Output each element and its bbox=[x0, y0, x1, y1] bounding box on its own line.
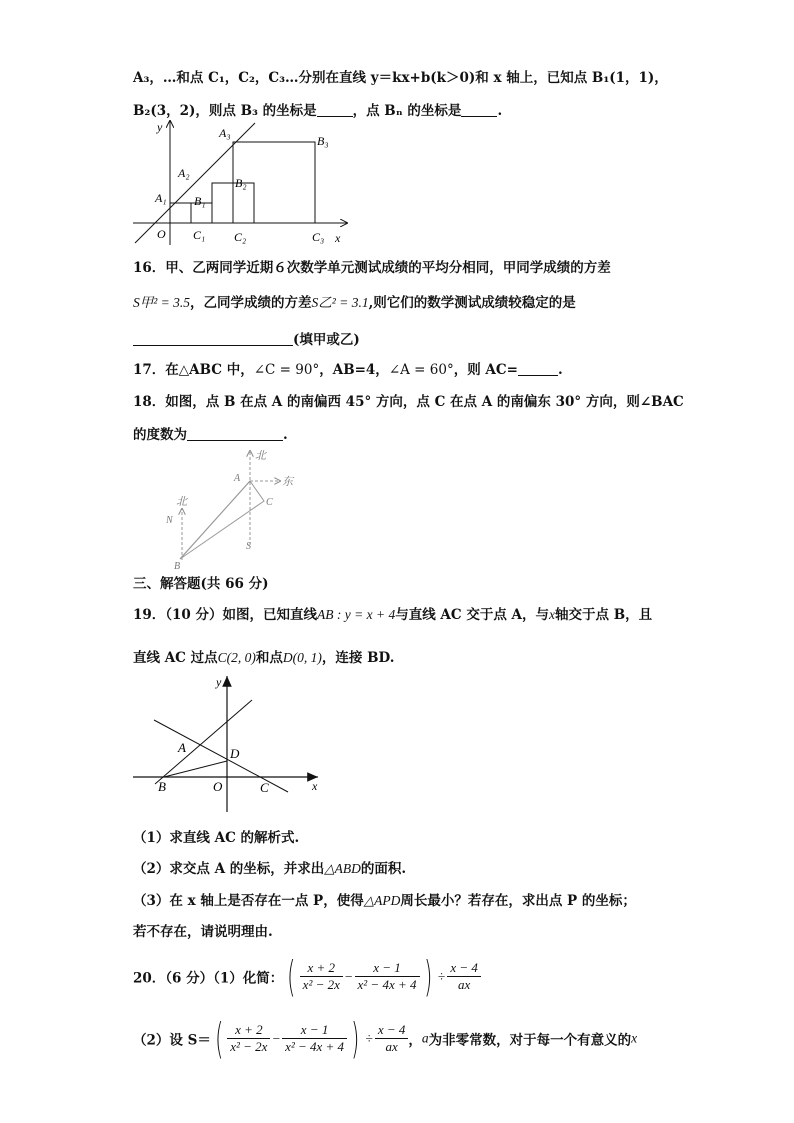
q19-point-c: C(2, 0) bbox=[217, 650, 256, 665]
q18-line2 bbox=[133, 423, 288, 443]
q20-label: （2）设 S＝ bbox=[133, 1032, 211, 1049]
frac-den: ax bbox=[385, 1039, 398, 1054]
fraction-1 bbox=[227, 1022, 270, 1055]
frac-num: x − 4 bbox=[375, 1022, 409, 1039]
q19-line1 bbox=[133, 603, 652, 623]
q19-point-d: D(0, 1) bbox=[282, 650, 322, 665]
q16-text: ，乙同学成绩的方差 bbox=[190, 295, 312, 311]
q15-line2-a: B₂(3，2)，则点 B₃ 的坐标是 bbox=[133, 103, 317, 119]
frac-num: x − 1 bbox=[282, 1022, 347, 1039]
q15-line2-b: ，点 Bₙ 的坐标是 bbox=[352, 103, 462, 119]
op-divide: ÷ bbox=[437, 968, 446, 984]
fig-label: C bbox=[266, 497, 273, 508]
q16-line1: 16．甲、乙两同学近期６次数学单元测试成绩的平均分相同，甲同学成绩的方差 bbox=[133, 260, 611, 276]
q19-text: 19．（10 分）如图，已知直线 bbox=[133, 607, 318, 623]
q17-angle-c: ∠C = 90° bbox=[253, 362, 320, 378]
q20-label: 20．（6 分）（1）化简： bbox=[133, 970, 284, 987]
q17-text: . bbox=[557, 362, 563, 378]
q19-line-ab: AB : y = x + 4 bbox=[317, 607, 396, 622]
q15-line2-c: . bbox=[497, 103, 503, 119]
q16-line2 bbox=[133, 291, 576, 311]
fig-label: C₂ bbox=[234, 230, 247, 244]
fig-label: x bbox=[335, 231, 341, 245]
q19-sub1: （1）求直线 AC 的解析式. bbox=[133, 830, 300, 846]
frac-num: x − 4 bbox=[447, 960, 481, 977]
answer-blank bbox=[518, 361, 558, 376]
line-ab bbox=[155, 700, 252, 784]
q17-text: ，则 AC= bbox=[453, 362, 518, 378]
q16-suffix: (填甲或乙) bbox=[293, 332, 360, 348]
segment-bd bbox=[164, 761, 227, 777]
fig-label: A bbox=[234, 473, 241, 484]
fig-label: x bbox=[312, 779, 318, 793]
q19-figure bbox=[130, 672, 330, 817]
fig-label: y bbox=[157, 120, 163, 134]
q19-x: x bbox=[549, 607, 556, 622]
q19-text: （2）求交点 A 的坐标，并求出 bbox=[133, 861, 325, 877]
triangle-apd: △APD bbox=[363, 893, 401, 908]
fig-label: B bbox=[174, 561, 181, 572]
frac-den: x² − 2x bbox=[230, 1039, 268, 1054]
q17-text: ，AB=4， bbox=[319, 362, 389, 378]
q19-sub3 bbox=[133, 889, 636, 909]
q19-text: （3）在 x 轴上是否存在一点 P，使得 bbox=[133, 893, 364, 909]
fig-label: O bbox=[157, 227, 166, 241]
fraction-2 bbox=[282, 1022, 347, 1055]
frac-den: x² − 2x bbox=[302, 977, 340, 992]
fig-label: D bbox=[230, 746, 240, 761]
q19-sub2 bbox=[133, 857, 406, 877]
frac-den: x² − 4x + 4 bbox=[357, 977, 417, 992]
fig-label: B₃ bbox=[317, 134, 329, 148]
q18-text: 的度数为 bbox=[133, 427, 187, 443]
fig-label: C₃ bbox=[312, 230, 325, 244]
fig-label: B bbox=[158, 779, 166, 794]
q20-part1: 20．（6 分）（1）化简：( $\frac{x + 2}{\text{x² − 2x}}$ − $\frac{x - 1}{\text{x² − 4x + 4}}$ ) ÷ $\frac{x - 4}{ax}$ bbox=[133, 952, 481, 1001]
q15-line1: A₃，…和点 C₁，C₂，C₃…分别在直线 y＝kx+b(k＞0)和 x 轴上，已知点 B₁(1，1)， bbox=[133, 70, 668, 86]
variance-jia: S甲² = 3.5 bbox=[133, 295, 191, 310]
fraction-2 bbox=[355, 960, 420, 993]
q19-text: 轴交于点 B，且 bbox=[555, 607, 653, 623]
frac-num: x + 2 bbox=[227, 1022, 270, 1039]
q17-angle-a: ∠A = 60° bbox=[388, 362, 454, 378]
fig-label: 东 bbox=[282, 476, 293, 488]
variance-yi: S乙² = 3.1 bbox=[311, 295, 369, 310]
fig-label: A₁ bbox=[155, 191, 167, 205]
op-minus: − bbox=[272, 1030, 281, 1046]
fig-label: 北 bbox=[255, 450, 266, 462]
frac-num: x + 2 bbox=[300, 960, 343, 977]
fig-label: C₁ bbox=[193, 228, 206, 242]
fig-label: S bbox=[246, 541, 251, 552]
fraction-3 bbox=[375, 1022, 409, 1055]
answer-blank bbox=[133, 331, 293, 346]
section-heading: 三、解答题(共 66 分) bbox=[133, 576, 269, 592]
q20-x: x bbox=[631, 1030, 638, 1046]
q17-line bbox=[133, 358, 563, 378]
q20-text: 为非零常数，对于每一个有意义的 bbox=[428, 1032, 632, 1049]
q19-text: 的面积. bbox=[360, 861, 407, 877]
fig-label: A bbox=[178, 740, 186, 755]
q19-text: 和点 bbox=[255, 650, 283, 666]
q19-text: ，连接 BD. bbox=[321, 650, 395, 666]
q18-text: . bbox=[283, 427, 288, 443]
q18-line1: 18．如图，点 B 在点 A 的南偏西 45° 方向，点 C 在点 A 的南偏东 30° 方向，则∠BAC bbox=[133, 394, 684, 410]
q16-line3 bbox=[133, 328, 360, 348]
fig-label: O bbox=[213, 779, 223, 794]
fig-label: 北 bbox=[176, 496, 187, 508]
fig-label: A₂ bbox=[178, 166, 190, 180]
frac-den: ax bbox=[457, 977, 471, 992]
q19-text: 直线 AC 过点 bbox=[133, 650, 218, 666]
q19-text: 与直线 AC 交于点 A，与 bbox=[395, 607, 550, 623]
fig-label: B₁ bbox=[194, 194, 206, 208]
fraction-3 bbox=[447, 960, 481, 993]
frac-num: x − 1 bbox=[355, 960, 420, 977]
triangle-abd: △ABD bbox=[324, 861, 361, 876]
fig-label: C bbox=[260, 780, 269, 795]
q16-text: ,则它们的数学测试成绩较稳定的是 bbox=[368, 295, 576, 311]
fig-label: N bbox=[166, 515, 173, 526]
q20-a: a bbox=[421, 1030, 429, 1046]
answer-blank bbox=[461, 102, 497, 117]
op-minus: − bbox=[344, 968, 353, 984]
q15-figure bbox=[125, 115, 355, 250]
answer-blank bbox=[187, 426, 283, 441]
fig-label: B₂ bbox=[235, 176, 247, 190]
fraction-1 bbox=[300, 960, 343, 993]
q19-line2 bbox=[133, 646, 394, 666]
fig-label: y bbox=[216, 675, 222, 689]
op-divide: ÷ bbox=[365, 1030, 373, 1046]
q19-text: 周长最小？若存在，求出点 P 的坐标； bbox=[400, 893, 636, 909]
frac-den: x² − 4x + 4 bbox=[285, 1039, 345, 1054]
q19-sub3-line2: 若不存在，请说明理由. bbox=[133, 924, 273, 940]
q17-text: 17．在△ABC 中， bbox=[133, 362, 254, 378]
q20-part2: （2）设 S＝( $\frac{x + 2}{\text{x² − 2x}}$ − $\frac{x - 1}{\text{x² − 4x + 4}}$ ) ÷ $\frac{x - 4}{ax}$ ，a为非零常数，对于每一个有意义的x bbox=[133, 1014, 638, 1063]
fig-label: A₃ bbox=[219, 126, 231, 140]
q18-figure bbox=[160, 445, 310, 573]
